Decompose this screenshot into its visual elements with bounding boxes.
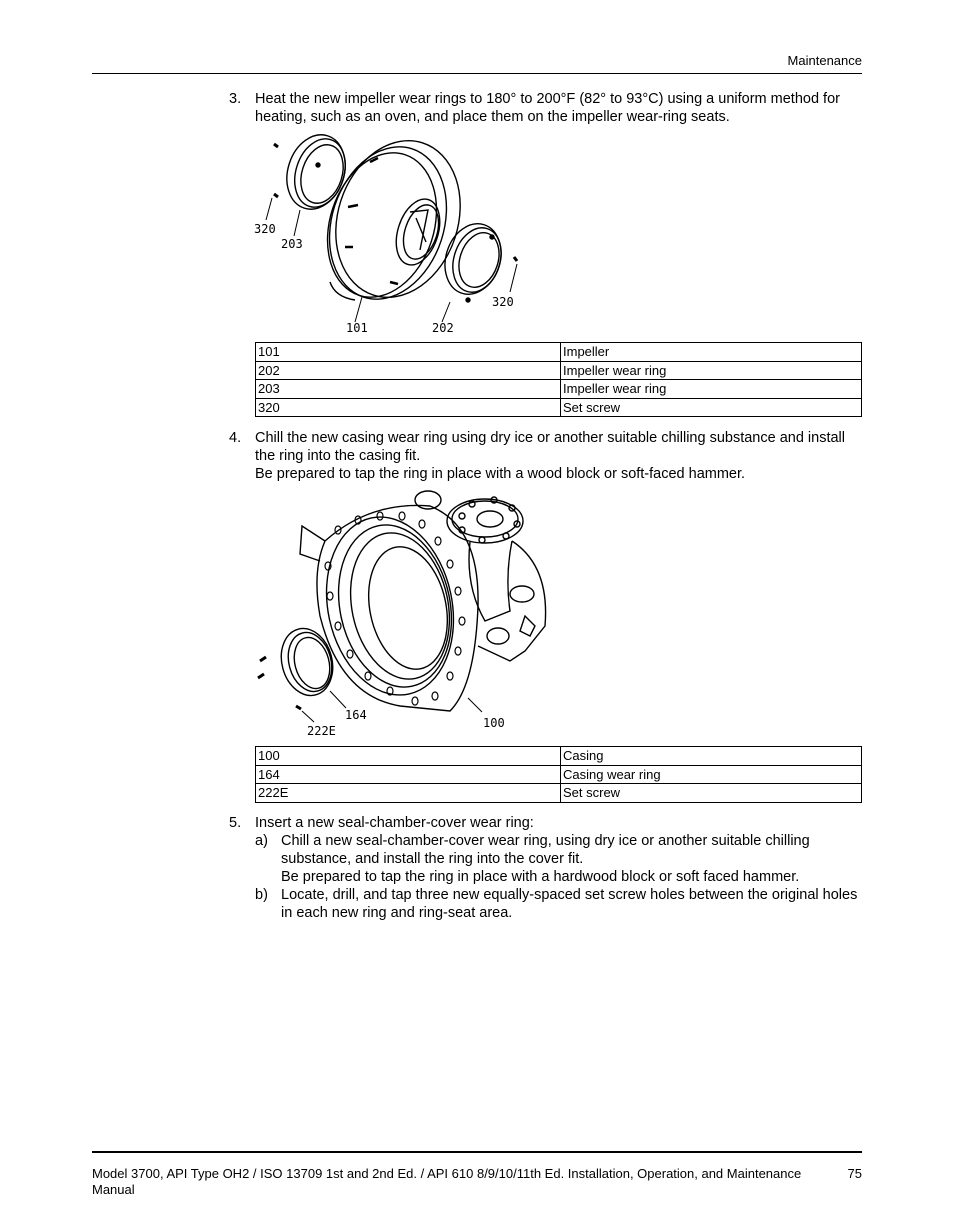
part-name: Casing wear ring (561, 765, 862, 784)
step-number: 5. (229, 815, 242, 831)
step-5 (229, 814, 862, 922)
substep-b (255, 886, 862, 922)
svg-text:164: 164 (345, 708, 367, 722)
part-code: 202 (256, 361, 561, 380)
substep-text: Chill a new seal-chamber-cover wear ring, using dry ice or another suitable chilling substance, and install the ring into the cover fit. (281, 833, 810, 867)
step-4-parts-table (255, 746, 862, 803)
page-number: 75 (847, 1166, 862, 1181)
svg-text:101: 101 (346, 321, 368, 335)
part-name: Casing (561, 747, 862, 766)
running-header: Maintenance (787, 53, 862, 68)
part-code: 222E (256, 784, 561, 803)
svg-text:320: 320 (254, 222, 276, 236)
substep-text: Locate, drill, and tap three new equally-spaced set screw holes between the original holes in each new ring and ring-seat area. (281, 887, 858, 921)
part-name: Set screw (561, 784, 862, 803)
step-number: 4. (229, 430, 242, 446)
svg-text:222E: 222E (307, 724, 336, 738)
part-name: Impeller wear ring (561, 380, 862, 399)
step-4 (229, 429, 862, 483)
step-text: Heat the new impeller wear rings to 180° to 200°F (82° to 93°C) using a uniform method for heating, such as an oven, and place them on the impeller wear-ring seats. (255, 91, 840, 125)
part-name: Impeller wear ring (561, 361, 862, 380)
step-text: Insert a new seal-chamber-cover wear ring: (255, 815, 534, 831)
table-row (256, 343, 862, 362)
svg-text:203: 203 (281, 237, 303, 251)
header-divider (92, 73, 862, 74)
footer-manual-title: Model 3700, API Type OH2 / ISO 13709 1st and 2nd Ed. / API 610 8/9/10/11th Ed. Installation, Operation, and Maintenance Manual (92, 1166, 802, 1197)
part-code: 100 (256, 747, 561, 766)
table-row (256, 361, 862, 380)
table-row (256, 747, 862, 766)
step-3 (229, 90, 862, 126)
substep-note: Be prepared to tap the ring in place with a hardwood block or soft faced hammer. (281, 869, 800, 885)
step-number: 3. (229, 91, 242, 107)
casing-exploded-drawing-icon (250, 486, 560, 740)
table-row (256, 398, 862, 417)
step-3-parts-table (255, 342, 862, 417)
part-code: 320 (256, 398, 561, 417)
substep-a (255, 832, 862, 886)
part-code: 101 (256, 343, 561, 362)
substep-label: b) (255, 887, 268, 903)
part-code: 203 (256, 380, 561, 399)
footer-divider (92, 1151, 862, 1153)
svg-text:320: 320 (492, 295, 514, 309)
svg-text:100: 100 (483, 716, 505, 730)
impeller-exploded-drawing-icon (250, 132, 540, 337)
step-text: Chill the new casing wear ring using dry ice or another suitable chilling substance and install the ring into the casing fit. (255, 430, 845, 464)
part-name: Impeller (561, 343, 862, 362)
table-row (256, 380, 862, 399)
step-note: Be prepared to tap the ring in place with a wood block or soft-faced hammer. (255, 466, 746, 482)
substep-label: a) (255, 833, 268, 849)
table-row (256, 784, 862, 803)
svg-text:202: 202 (432, 321, 454, 335)
part-name: Set screw (561, 398, 862, 417)
part-code: 164 (256, 765, 561, 784)
table-row (256, 765, 862, 784)
